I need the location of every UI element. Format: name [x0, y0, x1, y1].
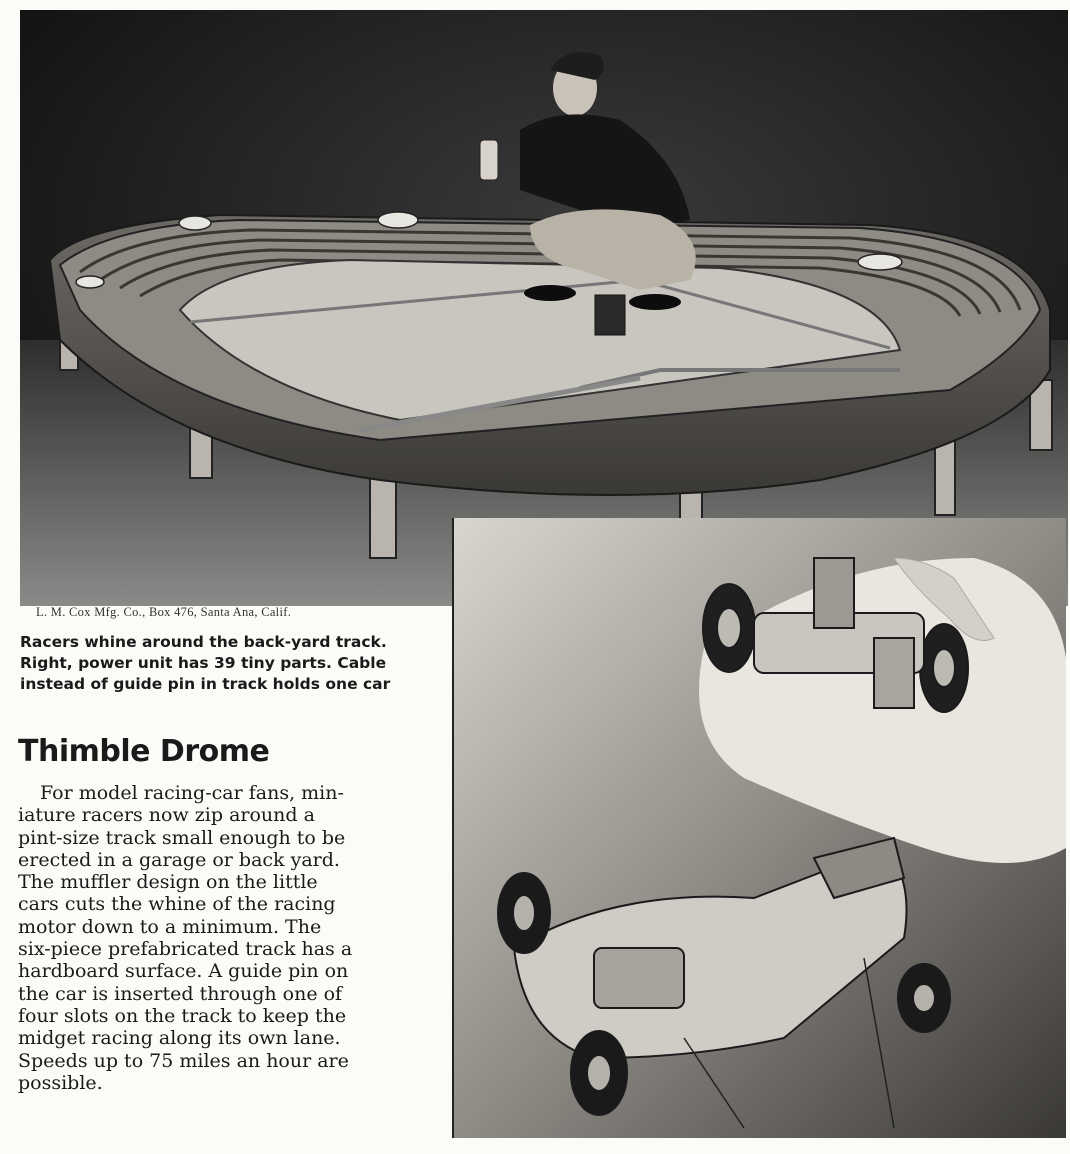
track-photo: [20, 10, 1068, 606]
body-line: four slots on the track to keep the: [18, 1004, 347, 1027]
body-line: cars cuts the whine of the racing: [18, 893, 336, 916]
caption-line: instead of guide pin in track holds one car: [20, 675, 391, 693]
body-line: six-piece prefabricated track has a: [18, 938, 353, 961]
photo-caption: [20, 632, 440, 695]
power-unit-photo: [452, 518, 1066, 1138]
body-line: pint-size track small enough to be: [18, 826, 346, 849]
body-line: the car is inserted through one of: [18, 982, 343, 1005]
body-line: hardboard surface. A guide pin on: [18, 960, 349, 983]
article-headline: Thimble Drome: [18, 734, 270, 769]
caption-line: Right, power unit has 39 tiny parts. Cable: [20, 654, 387, 672]
body-line: For model racing-car fans, min-: [40, 782, 344, 804]
body-line: Speeds up to 75 miles an hour are: [18, 1049, 349, 1072]
article-body: [18, 782, 438, 1094]
body-line: The muffler design on the little: [18, 871, 318, 894]
caption-line: Racers whine around the back-yard track.: [20, 633, 387, 651]
body-line: midget racing along its own lane.: [18, 1027, 341, 1050]
body-line: erected in a garage or back yard.: [18, 848, 340, 871]
body-line: possible.: [18, 1071, 103, 1094]
body-line: motor down to a minimum. The: [18, 915, 322, 938]
body-line: iature racers now zip around a: [18, 804, 315, 827]
photo-credit: L. M. Cox Mfg. Co., Box 476, Santa Ana, Calif.: [36, 605, 292, 619]
